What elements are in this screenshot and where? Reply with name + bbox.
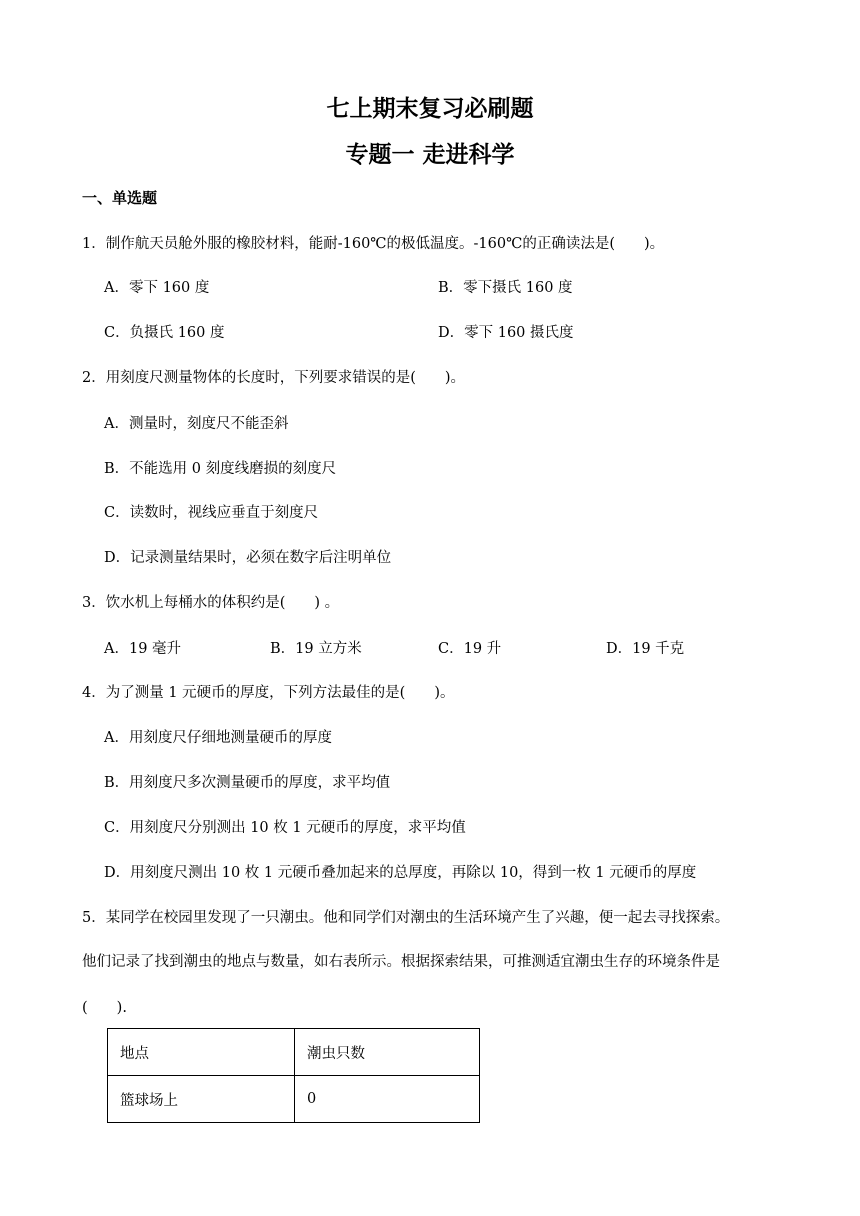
question-1-option-b: B．零下摄氏 160 度: [438, 280, 573, 296]
question-3-option-d: D．19 千克: [606, 641, 685, 657]
question-4-option-d: D．用刻度尺测出 10 枚 1 元硬币叠加起来的总厚度，再除以 10，得到一枚 1 元硬币的厚度: [104, 865, 697, 881]
question-5-table: [107, 1028, 480, 1123]
question-1-option-d: D．零下 160 摄氏度: [438, 325, 574, 341]
question-3-option-b: B．19 立方米: [270, 641, 362, 657]
section-heading: 一、单选题: [82, 189, 158, 207]
question-5-stem-line-3: ( ).: [82, 1000, 127, 1016]
table-cell-location: 篮球场上: [108, 1076, 295, 1123]
question-2-stem: 2．用刻度尺测量物体的长度时，下列要求错误的是( )。: [82, 370, 466, 386]
question-2-option-b: B．不能选用 0 刻度线磨损的刻度尺: [104, 461, 337, 477]
table-header-row: [108, 1029, 480, 1076]
table-row: [108, 1076, 480, 1123]
page-subtitle: 专题一 走进科学: [345, 142, 515, 168]
question-4-stem: 4．为了测量 1 元硬币的厚度，下列方法最佳的是( )。: [82, 685, 455, 701]
question-2-option-a: A．测量时，刻度尺不能歪斜: [104, 416, 289, 432]
question-4-option-a: A．用刻度尺仔细地测量硬币的厚度: [104, 730, 332, 746]
table-header-count: 潮虫只数: [295, 1029, 480, 1076]
page-title: 七上期末复习必刷题: [326, 96, 534, 122]
question-2-option-d: D．记录测量结果时，必须在数字后注明单位: [104, 550, 392, 566]
table-cell-count: 0: [295, 1076, 480, 1123]
question-4-option-c: C．用刻度尺分别测出 10 枚 1 元硬币的厚度，求平均值: [104, 820, 466, 836]
table-header-location: 地点: [108, 1029, 295, 1076]
question-1-option-c: C．负摄氏 160 度: [104, 325, 225, 341]
question-1-stem: 1．制作航天员舱外服的橡胶材料，能耐-160℃的极低温度。-160℃的正确读法是( )。: [82, 236, 665, 252]
question-3-option-a: A．19 毫升: [104, 641, 182, 657]
question-2-option-c: C．读数时，视线应垂直于刻度尺: [104, 505, 319, 521]
question-5-stem-line-1: 5．某同学在校园里发现了一只潮虫。他和同学们对潮虫的生活环境产生了兴趣，便一起去寻找探索。: [82, 910, 730, 926]
question-3-stem: 3．饮水机上每桶水的体积约是( ) 。: [82, 595, 340, 611]
question-3-option-c: C．19 升: [438, 641, 502, 657]
question-5-stem-line-2: 他们记录了找到潮虫的地点与数量，如右表所示。根据探索结果，可推测适宜潮虫生存的环境条件是: [82, 954, 720, 970]
question-4-option-b: B．用刻度尺多次测量硬币的厚度，求平均值: [104, 775, 391, 791]
question-1-option-a: A．零下 160 度: [104, 280, 210, 296]
